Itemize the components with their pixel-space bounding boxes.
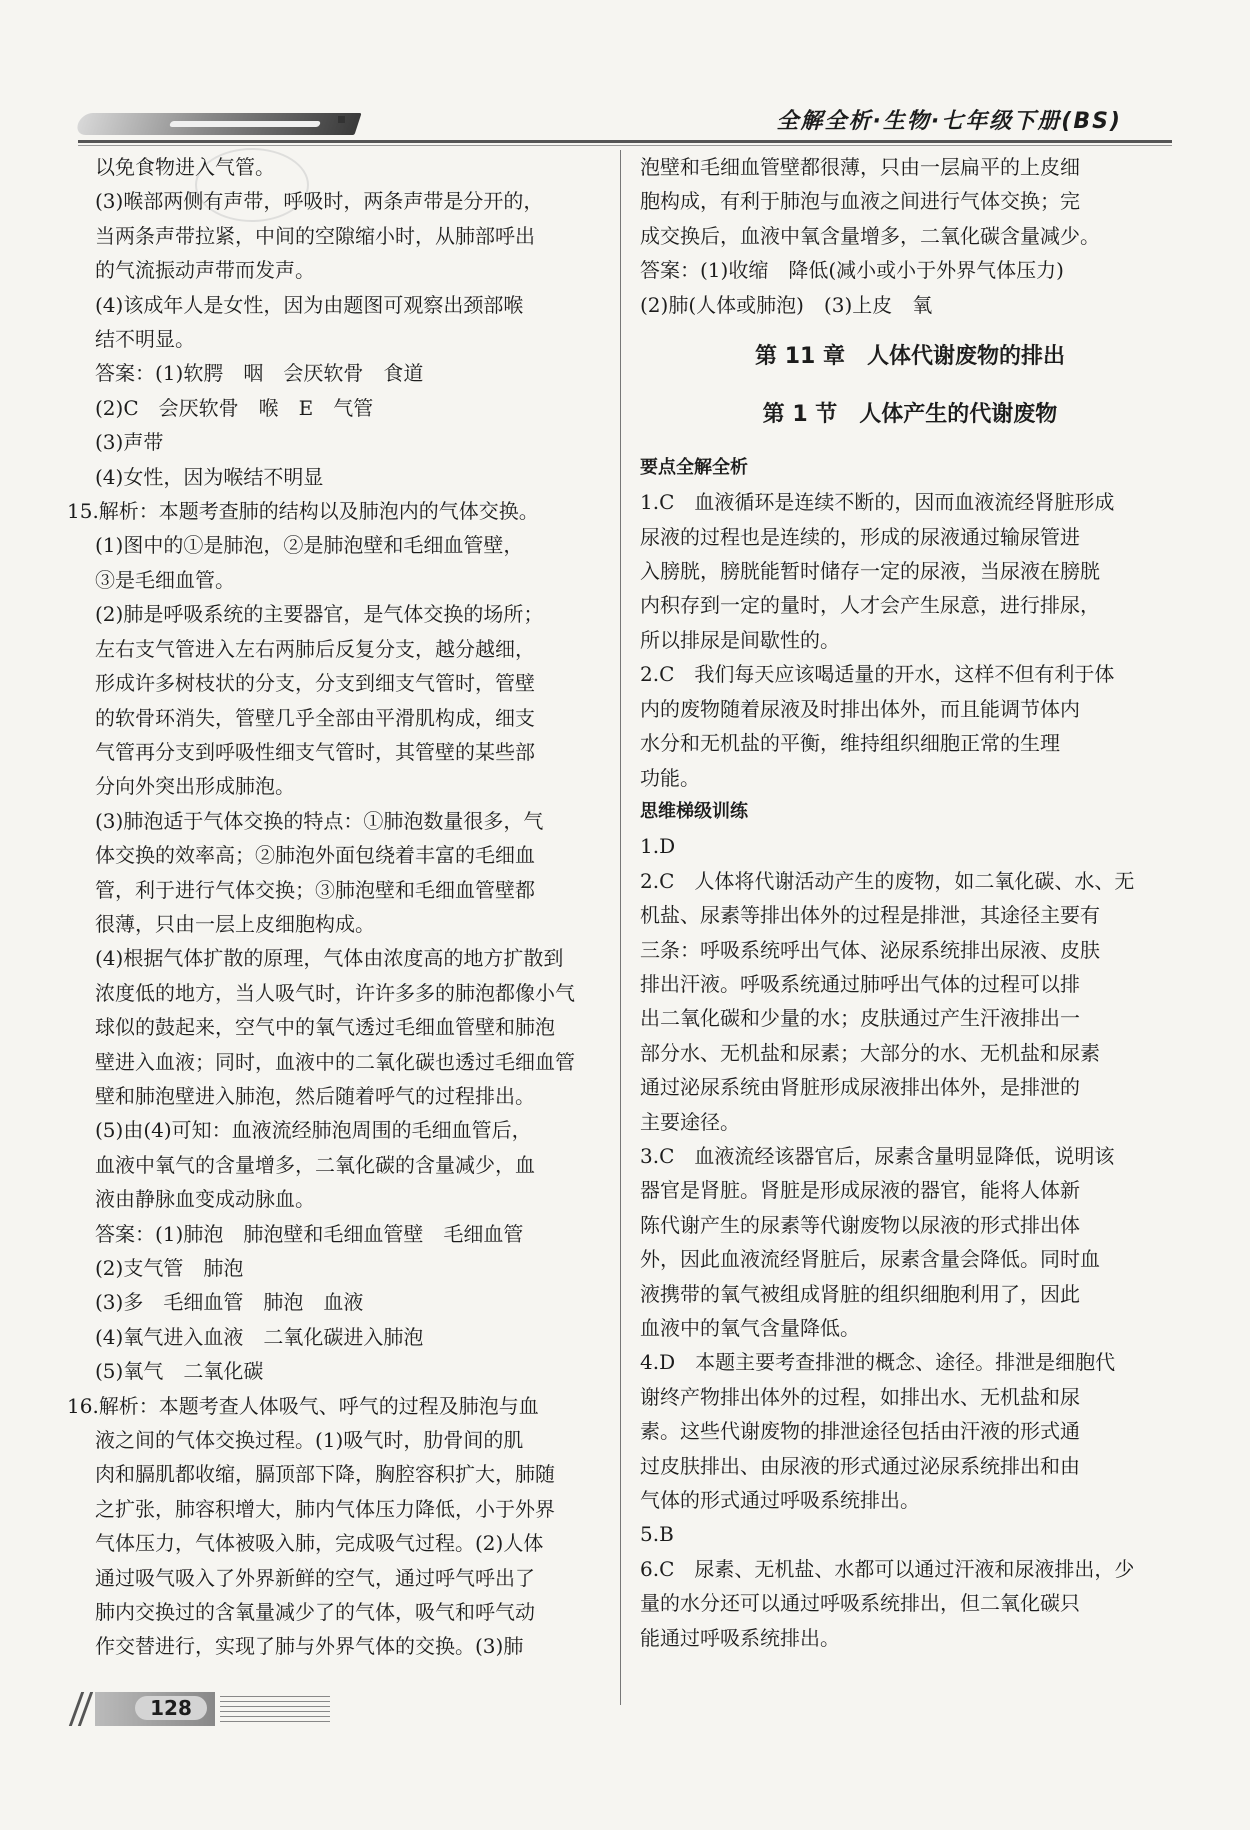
text-line: 很薄，只由一层上皮细胞构成。 <box>95 911 375 936</box>
text-line: ③是毛细血管。 <box>95 567 235 592</box>
text-line: 答案：(1)肺泡 肺泡壁和毛细血管壁 毛细血管 <box>95 1221 524 1246</box>
text-line: 通过吸气吸入了外界新鲜的空气，通过呼气呼出了 <box>95 1565 535 1590</box>
text-line: 之扩张，肺容积增大，肺内气体压力降低，小于外界 <box>95 1496 555 1521</box>
text-line: 气管再分支到呼吸性细支气管时，其管壁的某些部 <box>95 739 535 764</box>
text-line: 机盐、尿素等排出体外的过程是排泄，其途径主要有 <box>640 903 1100 928</box>
text-line: 以免食物进入气管。 <box>95 155 275 179</box>
text-line: 1.D <box>640 834 676 859</box>
training-block <box>640 829 1180 1655</box>
text-line: 内的废物随着尿液及时排出体外，而且能调节体内 <box>640 696 1080 721</box>
text-line: 分向外突出形成肺泡。 <box>95 774 295 799</box>
text-line: 球似的鼓起来，空气中的氧气透过毛细血管壁和肺泡 <box>95 1015 555 1040</box>
text-line: (5)氧气 二氧化碳 <box>95 1359 264 1384</box>
text-line: (2)支气管 肺泡 <box>95 1256 244 1280</box>
text-line: 排出汗液。呼吸系统通过肺呼出气体的过程可以排 <box>640 971 1080 996</box>
text-line: (3)声带 <box>95 430 164 455</box>
text-line: 能通过呼吸系统排出。 <box>640 1625 840 1650</box>
text-line: (4)氧气进入血液 二氧化碳进入肺泡 <box>95 1324 424 1349</box>
chapter-title: 第 11 章 人体代谢废物的排出 <box>755 344 1065 370</box>
text-line: (4)根据气体扩散的原理，气体由浓度高的地方扩散到 <box>95 946 564 971</box>
footer-lines-decoration <box>220 1696 330 1722</box>
text-line: 的气流振动声带而发声。 <box>95 258 315 283</box>
header-rule-thin <box>78 145 1172 146</box>
text-line: 泡壁和毛细血管壁都很薄，只由一层扁平的上皮细 <box>640 155 1080 179</box>
right-column <box>640 150 1180 1655</box>
text-line: 肉和膈肌都收缩，膈顶部下降，胸腔容积扩大，肺随 <box>95 1462 555 1487</box>
text-line: 素。这些代谢废物的排泄途径包括由汗液的形式通 <box>640 1419 1080 1444</box>
text-line: 的软骨环消失，管壁几乎全部由平滑肌构成，细支 <box>95 705 535 730</box>
page-number: 128 <box>135 1696 207 1720</box>
text-line: 形成许多树枝状的分支，分支到细支气管时，管壁 <box>95 671 535 696</box>
text-line: (4)女性，因为喉结不明显 <box>95 464 324 489</box>
text-line: (2)肺(人体或肺泡) (3)上皮 氧 <box>640 292 933 317</box>
column-divider <box>620 150 621 1705</box>
text-line: (2)肺是呼吸系统的主要器官，是气体交换的场所； <box>95 602 544 627</box>
text-line: 15.解析：本题考查肺的结构以及肺泡内的气体交换。 <box>67 499 539 524</box>
text-line: 浓度低的地方，当人吸气时，许许多多的肺泡都像小气 <box>95 980 575 1005</box>
header-title: 全解全析·生物·七年级下册(BS) <box>776 109 1122 134</box>
text-line: 胞构成，有利于肺泡与血液之间进行气体交换；完 <box>640 189 1080 214</box>
text-line: 量的水分还可以通过呼吸系统排出，但二氧化碳只 <box>640 1591 1080 1616</box>
text-line: 出二氧化碳和少量的水；皮肤通过产生汗液排出一 <box>640 1006 1080 1031</box>
text-line: (3)多 毛细血管 肺泡 血液 <box>95 1290 364 1315</box>
key-points-block <box>640 485 1180 795</box>
text-line: 过皮肤排出、由尿液的形式通过泌尿系统排出和由 <box>640 1453 1080 1478</box>
text-line: 答案：(1)收缩 降低(减小或小于外界气体压力) <box>640 258 1064 283</box>
text-line: 当两条声带拉紧，中间的空隙缩小时，从肺部呼出 <box>95 223 535 248</box>
text-line: 入膀胱，膀胱能暂时储存一定的尿液，当尿液在膀胱 <box>640 559 1100 584</box>
left-column <box>67 150 600 1664</box>
text-line: (3)肺泡适于气体交换的特点：①肺泡数量很多，气 <box>95 808 544 833</box>
text-line: (5)由(4)可知：血液流经肺泡周围的毛细血管后， <box>95 1118 532 1143</box>
header-rule <box>78 140 1172 143</box>
text-line: 液之间的气体交换过程。(1)吸气时，肋骨间的肌 <box>95 1428 524 1453</box>
text-line: 3.C 血液流经该器官后，尿素含量明显降低，说明该 <box>640 1143 1115 1168</box>
text-line: 气体压力，气体被吸入肺，完成吸气过程。(2)人体 <box>95 1531 544 1556</box>
text-line: 2.C 人体将代谢活动产生的废物，如二氧化碳、水、无 <box>640 868 1135 893</box>
text-line: 血液中氧气的含量增多，二氧化碳的含量减少，血 <box>95 1152 535 1177</box>
text-line: 主要途径。 <box>640 1109 740 1134</box>
text-line: 壁进入血液；同时，血液中的二氧化碳也透过毛细血管 <box>95 1049 575 1074</box>
text-line: 谢终产物排出体外的过程，如排出水、无机盐和尿 <box>640 1384 1080 1409</box>
text-line: 水分和无机盐的平衡，维持组织细胞正常的生理 <box>640 731 1060 756</box>
subheading-key-points: 要点全解全析 <box>640 456 748 478</box>
text-line: 管，利于进行气体交换；③肺泡壁和毛细血管壁都 <box>95 877 535 902</box>
text-line: (3)喉部两侧有声带，呼吸时，两条声带是分开的， <box>95 189 544 214</box>
text-line: 结不明显。 <box>95 327 195 352</box>
text-line: 左右支气管进入左右两肺后反复分支，越分越细， <box>95 636 535 661</box>
text-line: 1.C 血液循环是连续不断的，因而血液流经肾脏形成 <box>640 490 1115 515</box>
text-line: 4.D 本题主要考查排泄的概念、途径。排泄是细胞代 <box>640 1350 1116 1375</box>
text-line: 成交换后，血液中氧含量增多，二氧化碳含量减少。 <box>640 223 1100 248</box>
text-line: 6.C 尿素、无机盐、水都可以通过汗液和尿液排出，少 <box>640 1556 1135 1581</box>
text-line: (4)该成年人是女性，因为由题图可观察出颈部喉 <box>95 292 524 317</box>
text-line: 外，因此血液流经肾脏后，尿素含量会降低。同时血 <box>640 1247 1100 1272</box>
text-line: 16.解析：本题考查人体吸气、呼气的过程及肺泡与血 <box>67 1393 539 1418</box>
text-line: 部分水、无机盐和尿素；大部分的水、无机盐和尿素 <box>640 1040 1100 1065</box>
text-line: 2.C 我们每天应该喝适量的开水，这样不但有利于体 <box>640 662 1115 687</box>
text-line: 作交替进行，实现了肺与外界气体的交换。(3)肺 <box>95 1634 524 1659</box>
header-dot <box>338 116 345 123</box>
text-line: 液携带的氧气被组成肾脏的组织细胞利用了，因此 <box>640 1281 1080 1306</box>
text-line: 血液中的氧气含量降低。 <box>640 1316 860 1340</box>
text-line: 肺内交换过的含氧量减少了的气体，吸气和呼气动 <box>95 1600 535 1625</box>
text-line: (2)C 会厌软骨 喉 E 气管 <box>95 395 374 420</box>
text-line: (1)图中的①是肺泡，②是肺泡壁和毛细血管壁， <box>95 533 524 558</box>
text-line: 答案：(1)软腭 咽 会厌软骨 食道 <box>95 361 424 386</box>
text-line: 5.B <box>640 1522 674 1547</box>
subheading-training: 思维梯级训练 <box>640 800 748 822</box>
text-line: 通过泌尿系统由肾脏形成尿液排出体外，是排泄的 <box>640 1075 1080 1100</box>
text-line: 尿液的过程也是连续的，形成的尿液通过输尿管进 <box>640 524 1080 549</box>
right-continuation-block <box>640 150 1180 322</box>
text-line: 三条：呼吸系统呼出气体、泌尿系统排出尿液、皮肤 <box>640 937 1100 962</box>
section-title: 第 1 节 人体产生的代谢废物 <box>762 402 1058 428</box>
text-line: 体交换的效率高；②肺泡外面包绕着丰富的毛细血 <box>95 843 535 868</box>
text-line: 气体的形式通过呼吸系统排出。 <box>640 1488 920 1513</box>
header-swoosh-highlight <box>169 121 321 127</box>
text-line: 所以排尿是间歇性的。 <box>640 627 840 652</box>
text-line: 功能。 <box>640 765 700 790</box>
text-line: 器官是肾脏。肾脏是形成尿液的器官，能将人体新 <box>640 1178 1080 1203</box>
text-line: 液由静脉血变成动脉血。 <box>95 1187 315 1212</box>
text-line: 内积存到一定的量时，人才会产生尿意，进行排尿， <box>640 593 1100 618</box>
text-line: 陈代谢产生的尿素等代谢废物以尿液的形式排出体 <box>640 1212 1080 1237</box>
text-line: 壁和肺泡壁进入肺泡，然后随着呼气的过程排出。 <box>95 1083 535 1108</box>
